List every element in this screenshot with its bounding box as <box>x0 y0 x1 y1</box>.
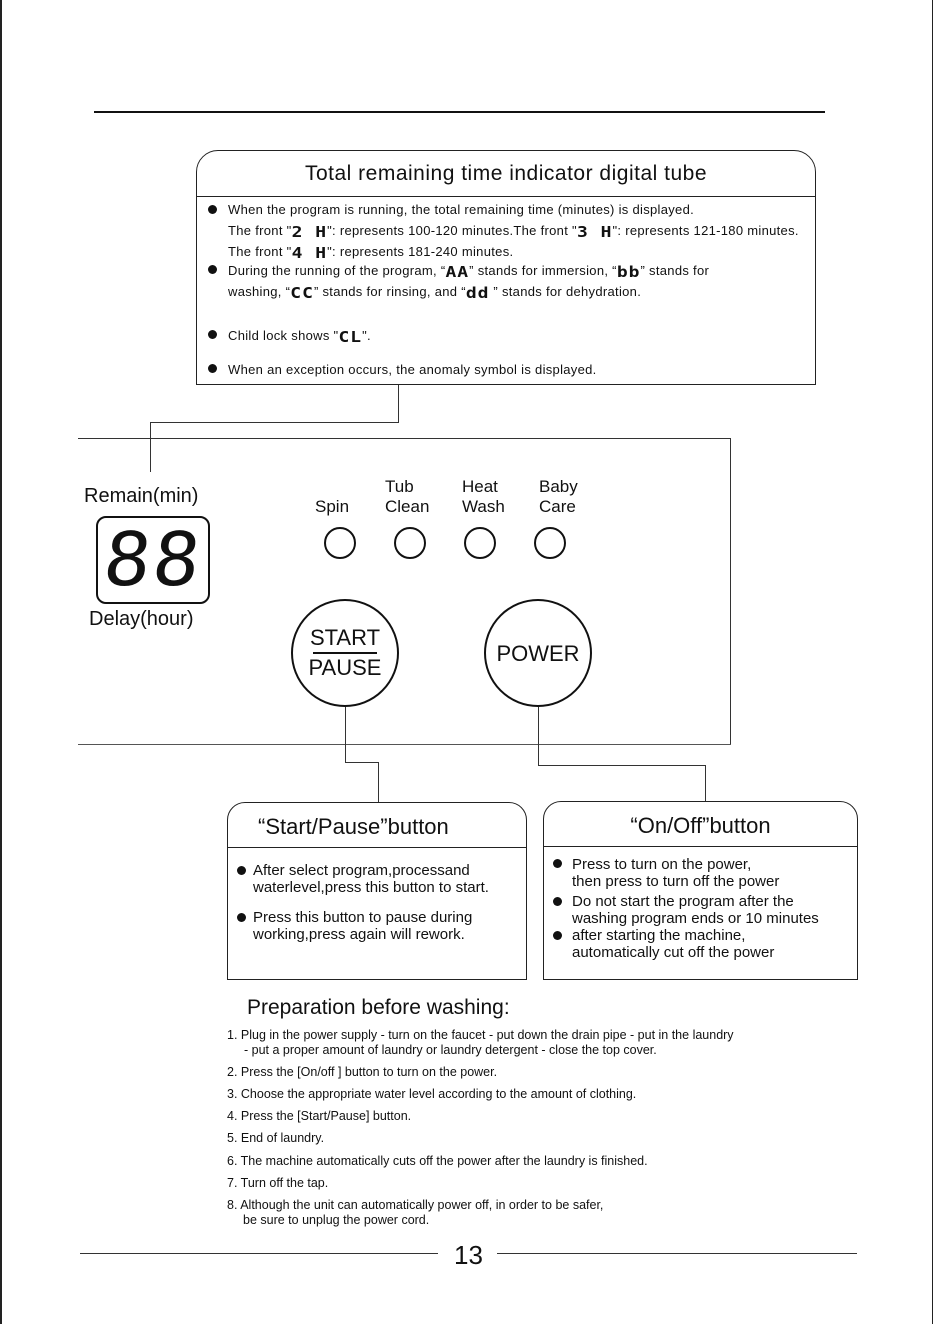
info-line-5: washing, “CC” stands for rinsing, and “dd ” stands for dehydration. <box>228 284 642 303</box>
panel-top-edge <box>78 438 731 439</box>
start-pause-box-title: “Start/Pause”button <box>258 814 449 839</box>
info-line-4: During the running of the program, “AA” stands for immersion, “bb” stands for <box>228 263 710 282</box>
remain-label: Remain(min) <box>84 485 199 507</box>
onoff-box-text: Press to turn on the power, then press to turn off the power Do not start the program after the washing program ends or 10 minutes after starting the machine, automatically cut off the power <box>572 856 819 961</box>
start-label: START <box>309 625 381 650</box>
connector-line <box>538 707 539 766</box>
connector-line <box>345 762 379 763</box>
info-line-6: Child lock shows "CL". <box>228 328 371 347</box>
start-pause-info-box <box>227 802 527 980</box>
segment-4h: 4 H <box>291 244 328 263</box>
start-pause-box-header <box>228 803 526 848</box>
bullet-icon <box>553 897 562 906</box>
bullet-icon <box>553 859 562 868</box>
info-line-3: The front "4 H": represents 181-240 minutes. <box>228 244 514 263</box>
step-1: 1. Plug in the power supply - turn on the faucet - put down the drain pipe - put in the laundry - put a proper amount of laundry or laundry detergent - close the top cover. <box>227 1028 734 1057</box>
panel-bottom-edge <box>78 744 731 745</box>
step-5: 5. End of laundry. <box>227 1131 325 1145</box>
display-digits: 88 <box>99 517 207 603</box>
baby-care-label: Baby Care <box>539 477 578 516</box>
bullet-icon <box>553 931 562 940</box>
page-border-left <box>0 0 2 1324</box>
digital-tube-info-box <box>196 150 816 385</box>
pause-label: PAUSE <box>308 655 382 680</box>
step-7: 7. Turn off the tap. <box>227 1176 329 1190</box>
segment-3h: 3 H <box>576 223 613 242</box>
start-box-text-1: After select program,processand waterlevel,press this button to start. <box>253 862 489 896</box>
segment-aa: AA <box>445 263 470 282</box>
footer-rule-right <box>497 1253 857 1254</box>
connector-line <box>538 765 706 766</box>
onoff-box-header <box>544 802 857 847</box>
start-box-text-2: Press this button to pause during working,press again will rework. <box>253 909 473 943</box>
preparation-title: Preparation before washing: <box>247 996 510 1019</box>
segment-bb: bb <box>616 263 641 282</box>
tub-clean-label: Tub Clean <box>385 477 430 516</box>
spin-button[interactable] <box>324 527 356 559</box>
step-4: 4. Press the [Start/Pause] button. <box>227 1109 412 1123</box>
bullet-icon <box>208 364 217 373</box>
bullet-icon <box>208 205 217 214</box>
digital-display <box>96 516 210 604</box>
connector-line <box>705 765 706 801</box>
start-pause-divider <box>313 652 377 654</box>
tub-clean-button[interactable] <box>394 527 426 559</box>
baby-care-button[interactable] <box>534 527 566 559</box>
info-line-2: The front "2 H": represents 100-120 minutes.The front "3 H": represents 121-180 minutes. <box>228 223 799 242</box>
footer-rule-left <box>80 1253 438 1254</box>
connector-line <box>150 422 399 423</box>
step-3: 3. Choose the appropriate water level according to the amount of clothing. <box>227 1087 637 1101</box>
power-button[interactable] <box>484 599 592 707</box>
connector-line <box>345 707 346 763</box>
panel-right-edge <box>730 438 731 745</box>
onoff-box-title: “On/Off”button <box>630 813 771 838</box>
info-box-title: Total remaining time indicator digital tube <box>197 151 815 197</box>
spin-label: Spin <box>315 497 350 516</box>
page-number: 13 <box>454 1240 483 1270</box>
connector-line <box>398 385 399 423</box>
page-border-right <box>932 0 933 1324</box>
heat-wash-button[interactable] <box>464 527 496 559</box>
bullet-icon <box>208 330 217 339</box>
segment-cc: CC <box>290 284 314 303</box>
connector-line <box>150 422 151 472</box>
heat-wash-label: Heat Wash <box>462 477 505 516</box>
start-pause-button[interactable] <box>291 599 399 707</box>
bullet-icon <box>237 913 246 922</box>
onoff-info-box <box>543 801 858 980</box>
bullet-icon <box>208 265 217 274</box>
segment-2h: 2 H <box>291 223 328 242</box>
segment-dd: dd <box>465 284 490 303</box>
connector-line <box>378 762 379 803</box>
header-rule <box>94 111 825 113</box>
step-2: 2. Press the [On/off ] button to turn on the power. <box>227 1065 498 1079</box>
info-line-1: When the program is running, the total remaining time (minutes) is displayed. <box>228 202 695 217</box>
segment-cl: CL <box>338 328 363 347</box>
bullet-icon <box>237 866 246 875</box>
step-8: 8. Although the unit can automatically power off, in order to be safer, be sure to unplug the power cord. <box>227 1198 604 1227</box>
info-line-7: When an exception occurs, the anomaly symbol is displayed. <box>228 362 597 377</box>
delay-label: Delay(hour) <box>89 608 194 630</box>
step-6: 6. The machine automatically cuts off the power after the laundry is finished. <box>227 1154 648 1168</box>
power-label: POWER <box>496 641 580 666</box>
